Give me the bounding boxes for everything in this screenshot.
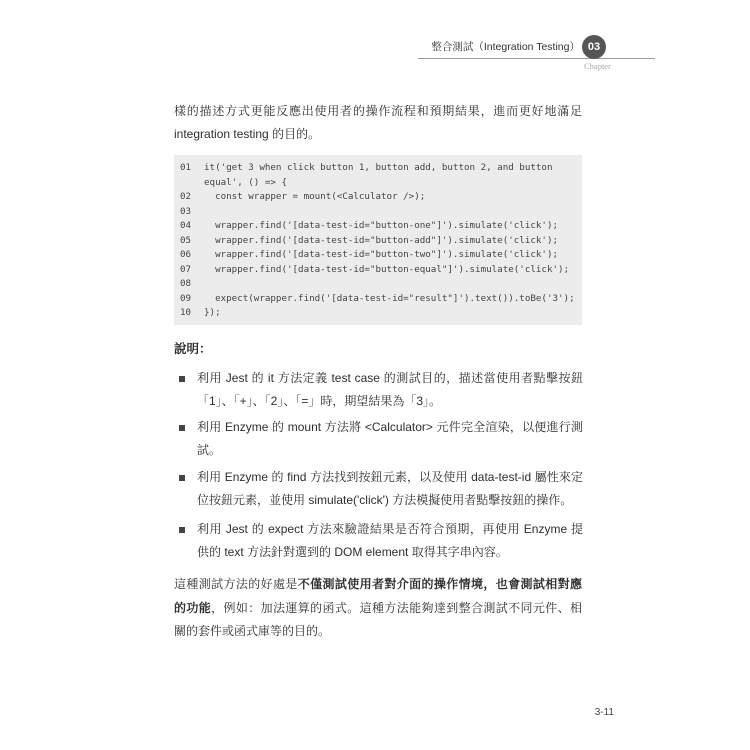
chapter-number-badge: 03 <box>582 35 606 59</box>
code-line <box>174 234 582 249</box>
bullet-line: 利用 Enzyme 的 mount 方法將 <Calculator> 元件完全渲染，以便進行測 <box>197 420 583 434</box>
code-line <box>174 277 582 292</box>
explanation-heading: 說明： <box>174 342 212 356</box>
code-text: it('get 3 when click button 1, button add, button 2, and button <box>204 162 553 173</box>
bullet-item <box>174 518 583 564</box>
code-line <box>174 248 582 263</box>
bullet-item <box>174 416 583 462</box>
square-bullet-icon <box>179 475 185 481</box>
page-number: 3-11 <box>594 707 614 718</box>
bullet-line: 利用 Jest 的 it 方法定義 test case 的測試目的，描述當使用者點擊按鈕 <box>197 371 583 385</box>
line-number: 07 <box>180 263 192 275</box>
header-rule <box>418 58 655 59</box>
paragraph-line: integration testing 的目的。 <box>174 127 321 141</box>
summary-emphasis: 的功能 <box>174 600 212 615</box>
bullet-item <box>174 367 583 413</box>
summary-text: ，例如：加法運算的函式。這種方法能夠達到整合測試不同元件、相 <box>211 600 582 615</box>
code-text: wrapper.find('[data-test-id="button-add"]').simulate('click'); <box>204 234 559 246</box>
line-number: 05 <box>180 234 192 246</box>
bullet-line: 位按鈕元素，並使用 simulate('click') 方法模擬使用者點擊按鈕的操作。 <box>197 493 573 507</box>
code-text: wrapper.find('[data-test-id="button-two"]').simulate('click'); <box>204 249 559 260</box>
paragraph-line <box>174 620 582 644</box>
bullet-line: 「1」、「+」、「2」、「=」時，期望結果為「3」。 <box>197 394 442 408</box>
code-line <box>174 205 582 220</box>
square-bullet-icon <box>179 527 185 533</box>
line-number: 06 <box>180 249 192 260</box>
bullet-item <box>174 466 583 512</box>
code-text: const wrapper = mount(<Calculator />); <box>204 191 426 202</box>
line-number: 09 <box>180 292 192 304</box>
line-number: 03 <box>180 205 192 217</box>
square-bullet-icon <box>179 425 185 431</box>
paragraph-line <box>174 597 582 621</box>
line-number: 08 <box>180 278 192 289</box>
summary-text: 關的套件或函式庫等的目的。 <box>174 624 331 638</box>
code-line <box>174 219 582 234</box>
chapter-label: Chapter <box>584 61 611 71</box>
line-number: 02 <box>180 191 192 202</box>
code-line <box>174 292 582 307</box>
summary-text: 這種測試方法的好處是 <box>174 577 298 591</box>
paragraph-line <box>174 573 582 597</box>
line-number: 04 <box>180 220 192 231</box>
code-text: }); <box>204 307 221 318</box>
bullet-line: 供的 text 方法針對選到的 DOM element 取得其字串內容。 <box>197 545 508 559</box>
code-listing <box>174 155 582 325</box>
bullet-line: 試。 <box>197 443 222 457</box>
code-text: wrapper.find('[data-test-id="button-one"]').simulate('click'); <box>204 220 559 231</box>
square-bullet-icon <box>179 376 185 382</box>
code-line <box>174 190 582 205</box>
code-text: equal', () => { <box>204 176 287 188</box>
summary-paragraph <box>174 573 582 644</box>
chapter-title: 整合測試（Integration Testing） <box>431 41 580 53</box>
bullet-line: 利用 Jest 的 expect 方法來驗證結果是否符合預期，再使用 Enzyme 提 <box>197 522 583 536</box>
code-line <box>174 176 582 191</box>
code-text: wrapper.find('[data-test-id="button-equal"]').simulate('click'); <box>204 263 570 275</box>
bullet-line: 利用 Enzyme 的 find 方法找到按鈕元素，以及使用 data-test-id 屬性來定 <box>197 470 583 484</box>
summary-emphasis: 不僅測試使用者對介面的操作情境，也會測試相對應 <box>297 577 582 591</box>
intro-paragraph <box>174 100 582 146</box>
line-number: 01 <box>180 162 192 173</box>
paragraph-line: 樣的描述方式更能反應出使用者的操作流程和預期結果，進而更好地滿足 <box>174 104 582 118</box>
code-text: expect(wrapper.find('[data-test-id="result"]').text()).toBe('3'); <box>204 292 575 304</box>
code-line <box>174 263 582 278</box>
line-number: 10 <box>180 307 192 318</box>
code-line <box>174 306 582 321</box>
code-line <box>174 161 582 176</box>
